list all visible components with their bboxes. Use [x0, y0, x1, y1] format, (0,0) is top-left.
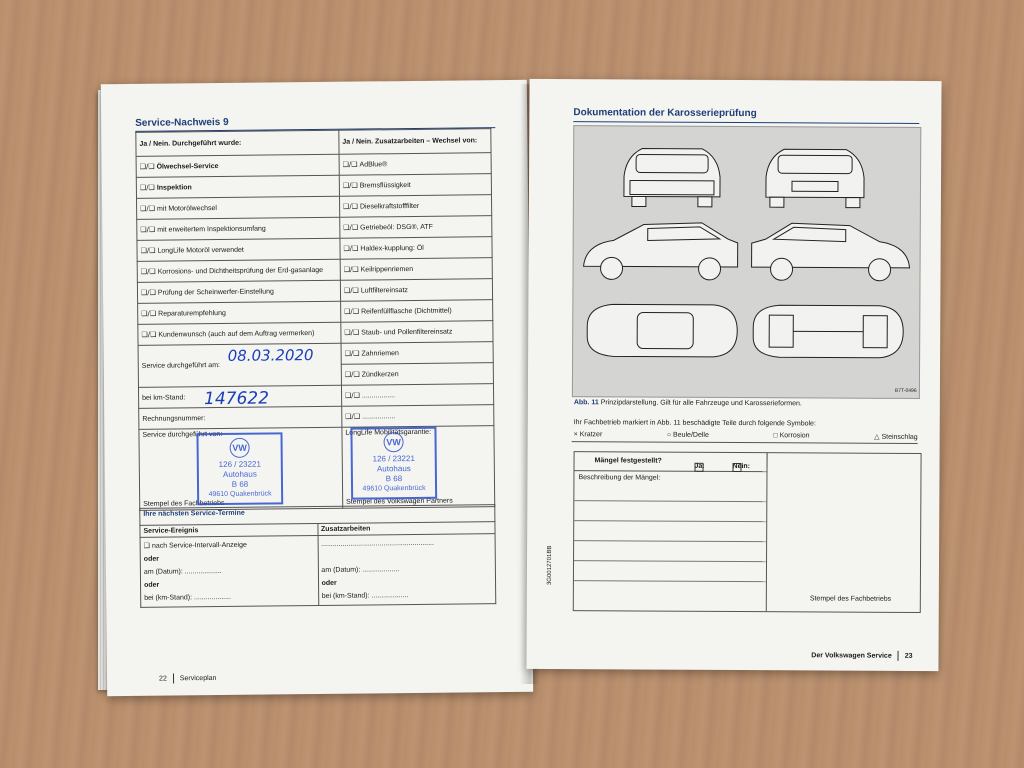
stamp-label-partner: Stempel des Volkswagen Partners — [346, 497, 453, 506]
description-label: Beschreibung der Mängel: — [578, 474, 661, 482]
checkbox-pair[interactable]: ❑/❑ — [140, 246, 156, 255]
figure-caption: Abb. 11 Prinzipdarstellung. Gilt für alle Fahrzeuge und Karosserieformen. — [573, 399, 802, 408]
checkbox-pair[interactable]: ❑/❑ — [342, 181, 358, 190]
checkbox-pair[interactable]: ❑/❑ — [344, 307, 360, 316]
checkbox-pair[interactable]: ❑/❑ — [140, 204, 156, 213]
instruction-text: Ihr Fachbetrieb markiert in Abb. 11 beschädigte Teile durch folgende Symbole: — [573, 419, 816, 428]
col-header-extra: Ja / Nein. Zusatzarbeiten – Wechsel von: — [339, 129, 491, 155]
checkbox[interactable]: ❑ — [143, 541, 150, 550]
table-row: ❑/❑ mit Motorölwechsel ❑/❑ Dieselkraftstofffilter — [137, 195, 492, 220]
table-row: ❑/❑ Korrosions- und Dichtheitsprüfung der Erd-gasanlage ❑/❑ Keilrippenriemen — [137, 258, 492, 283]
checkbox-pair[interactable]: ❑/❑ — [343, 286, 359, 295]
invoice-label: Rechnungsnummer: — [142, 414, 206, 423]
col-header-done: Ja / Nein. Durchgeführt wurde: — [136, 130, 339, 156]
page-number: 22 — [159, 675, 167, 683]
stamp-label: Stempel des Fachbetriebs — [809, 595, 892, 603]
handwritten-km: 147622 — [204, 388, 270, 410]
checkbox-pair[interactable]: ❑/❑ — [141, 330, 157, 339]
yes-checkbox[interactable] — [694, 463, 703, 472]
service-by-label: Service durchgeführt von: — [142, 430, 223, 439]
next-service-table: Ihre nächsten Service-Termine Service-Ereignis Zusatzarbeiten ❑ nach Service-Intervall-Anzeige oder am (Datum): ................... oder bei (km-Stand): ................... .......................................................... am (Datum): ................... oder bei (km-Stand): ................... — [139, 504, 496, 608]
diagram-code: B7T-0496 — [894, 387, 917, 394]
no-checkbox[interactable] — [732, 463, 741, 472]
car-views-illustration — [573, 126, 920, 398]
section-name: Serviceplan — [179, 674, 217, 683]
document-code: 3G0012701BB — [546, 545, 554, 586]
checkbox-pair[interactable]: ❑/❑ — [344, 349, 360, 358]
legend-rule — [572, 441, 918, 444]
legend-scratch: × Kratzer — [573, 431, 603, 439]
page-footer — [811, 650, 912, 661]
table-row: ❑/❑ Reparaturempfehlung ❑/❑ Reifenfüllflasche (Dichtmittel) — [138, 300, 493, 325]
checkbox-pair[interactable]: ❑/❑ — [140, 267, 156, 276]
defect-question: Mängel festgestellt? — [594, 457, 662, 465]
stamp-row — [139, 426, 495, 511]
km-label: bei km-Stand: — [142, 393, 186, 402]
checkbox-pair[interactable]: ❑/❑ — [344, 370, 360, 379]
defects-form: Mängel festgestellt? Ja: Nein: Beschreibung der Mängel: Stempel des Fachbetriebs — [573, 451, 922, 613]
table-row: ❑/❑ Zündkerzen — [138, 363, 493, 388]
vw-logo-icon: VW — [383, 432, 403, 452]
stamp-label-workshop: Stempel des Fachbetriebs — [143, 499, 225, 508]
checkbox-pair[interactable]: ❑/❑ — [343, 265, 359, 274]
table-row: ❑/❑ Kundenwunsch (auch auf dem Auftrag vermerken) ❑/❑ Staub- und Pollenfiltereinsatz — [138, 321, 493, 346]
table-row: ❑/❑ Inspektion ❑/❑ Bremsflüssigkeit — [136, 174, 491, 199]
next-service-title: Ihre nächsten Service-Termine — [140, 505, 495, 526]
dealer-stamp: VW 126 / 23221 Autohaus B 68 49610 Quakenbrück — [350, 427, 437, 500]
service-table — [135, 128, 495, 511]
page-footer — [159, 673, 216, 684]
table-row: ❑/❑ mit erweitertem Inspektionsumfang ❑/❑ Getriebeöl: DSG®, ATF — [137, 216, 492, 241]
checkbox-pair[interactable]: ❑/❑ — [141, 309, 157, 318]
service-date-label: Service durchgeführt am: — [141, 362, 220, 370]
checkbox-pair[interactable]: ❑/❑ — [139, 162, 155, 171]
legend-dent: ○ Beule/Delle — [666, 431, 709, 439]
vw-logo-icon: VW — [230, 438, 250, 458]
checkbox-pair[interactable]: ❑/❑ — [140, 225, 156, 234]
table-row: bei km-Stand: ❑/❑ ................. — [138, 384, 493, 409]
checkbox-pair[interactable]: ❑/❑ — [342, 160, 358, 169]
right-page — [526, 79, 941, 671]
next-col-extra: Zusatzarbeiten — [317, 522, 495, 536]
handwritten-date: 08.03.2020 — [227, 346, 314, 365]
table-row: ❑/❑ LongLife Motoröl verwendet ❑/❑ Haldex-kupplung: Öl — [137, 237, 492, 262]
table-row: ❑/❑ Ölwechsel-Service ❑/❑ AdBlue® — [136, 153, 491, 178]
page-title: Service-Nachweis 9 — [135, 116, 229, 129]
checkbox-pair[interactable]: ❑/❑ — [139, 183, 155, 192]
checkbox-pair[interactable]: ❑/❑ — [345, 412, 361, 421]
table-row: ❑/❑ Prüfung der Scheinwerfer-Einstellung ❑/❑ Luftfiltereinsatz — [137, 279, 492, 304]
checkbox-pair[interactable]: ❑/❑ — [344, 328, 360, 337]
car-body-diagram — [572, 125, 921, 399]
left-page — [101, 80, 533, 696]
checkbox-pair[interactable]: ❑/❑ — [342, 202, 358, 211]
title-rule — [573, 121, 919, 124]
checkbox-pair[interactable]: ❑/❑ — [344, 391, 360, 400]
page-number: 23 — [904, 652, 913, 660]
longlife-label: LongLife Mobilitätsgarantie: — [345, 428, 432, 437]
dealer-stamp: VW 126 / 23221 Autohaus B 68 49610 Quakenbrück — [196, 432, 283, 505]
legend-corrosion: □ Korrosion — [773, 432, 810, 440]
legend-stone-chip: △ Steinschlag — [874, 433, 918, 441]
page-title: Dokumentation der Karosserieprüfung — [573, 107, 757, 120]
checkbox-pair[interactable]: ❑/❑ — [343, 223, 359, 232]
footer-title: Der Volkswagen Service — [811, 652, 892, 660]
next-col-event: Service-Ereignis — [140, 524, 318, 538]
checkbox-pair[interactable]: ❑/❑ — [343, 244, 359, 253]
symbol-legend — [574, 431, 918, 441]
checkbox-pair[interactable]: ❑/❑ — [140, 288, 156, 297]
table-row: Rechnungsnummer: ❑/❑ ................. — [139, 405, 494, 430]
table-row: Service durchgeführt am: ❑/❑ Zahnriemen — [138, 342, 493, 367]
